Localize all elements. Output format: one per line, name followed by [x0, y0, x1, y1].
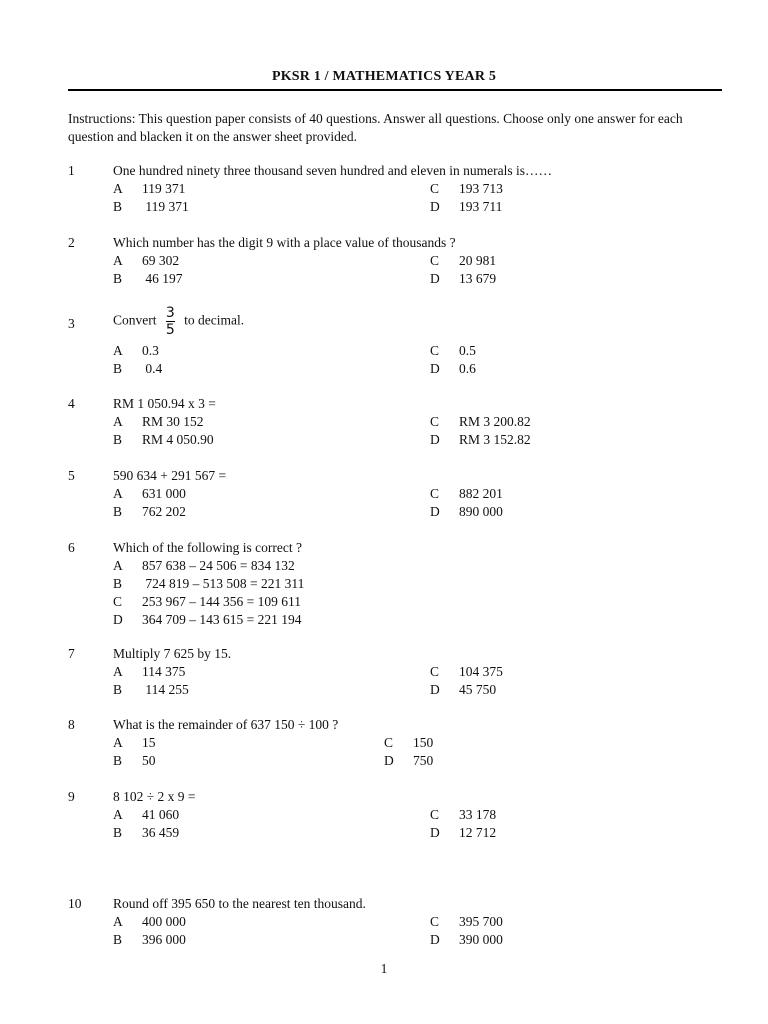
option-b [113, 825, 179, 841]
option-value: 390 000 [459, 932, 503, 947]
option-a [113, 253, 179, 269]
option-letter: A [113, 414, 123, 429]
question-text: Round off 395 650 to the nearest ten thousand. [113, 896, 366, 911]
option-value: 41 060 [142, 807, 180, 822]
header-rule [68, 89, 722, 91]
option-d [430, 199, 502, 215]
option-letter: A [113, 181, 123, 196]
option-a [113, 414, 204, 430]
option-letter: B [113, 199, 123, 214]
fraction [166, 306, 175, 337]
option-c [430, 914, 503, 930]
option-a [113, 486, 186, 502]
option-c [430, 414, 531, 430]
option-value: RM 30 152 [142, 414, 204, 429]
option-c [430, 486, 503, 502]
option-value: 857 638 – 24 506 = 834 132 [142, 558, 295, 573]
option-value: RM 4 050.90 [142, 432, 214, 447]
option-letter: A [113, 558, 123, 573]
question-number: 4 [68, 396, 75, 411]
instructions-text: Instructions: This question paper consists of 40 questions. Answer all questions. Choose only one answer for each question and blacken it on the answer sheet provided. [68, 111, 683, 144]
option-letter: D [384, 753, 394, 768]
option-value: 882 201 [459, 486, 503, 501]
option-b [113, 432, 214, 448]
option-value: 15 [142, 735, 156, 750]
option-c [384, 735, 433, 751]
option-value: 750 [413, 753, 434, 768]
option-letter: A [113, 253, 123, 268]
question-text: What is the remainder of 637 150 ÷ 100 ? [113, 717, 339, 732]
option-b [113, 753, 156, 769]
option-value: 0.5 [459, 343, 476, 358]
option-a [113, 807, 179, 823]
option-letter: C [430, 486, 440, 501]
option-letter: A [113, 486, 123, 501]
option-value: 253 967 – 144 356 = 109 611 [142, 594, 301, 609]
option-value: 114 255 [142, 682, 189, 697]
option-c [113, 594, 301, 610]
option-letter: B [113, 361, 123, 376]
question-number: 7 [68, 646, 75, 661]
question-text [113, 306, 244, 337]
question-text: Which of the following is correct ? [113, 540, 302, 555]
option-letter: D [430, 932, 440, 947]
option-value: 724 819 – 513 508 = 221 311 [142, 576, 305, 591]
question-text: 590 634 + 291 567 = [113, 468, 227, 483]
option-value: 396 000 [142, 932, 186, 947]
question-text: Multiply 7 625 by 15. [113, 646, 232, 661]
fraction-denominator: 5 [165, 322, 175, 338]
option-value: 395 700 [459, 914, 503, 929]
option-b [113, 932, 186, 948]
option-value: 13 679 [459, 271, 497, 286]
option-b [113, 576, 304, 592]
question-number: 9 [68, 789, 75, 804]
option-value: 114 375 [142, 664, 186, 679]
option-d [430, 932, 503, 948]
option-value: 36 459 [142, 825, 180, 840]
option-letter: A [113, 914, 123, 929]
option-letter: C [430, 807, 440, 822]
option-letter: D [430, 825, 440, 840]
question-number: 6 [68, 540, 75, 555]
question-text-after: to decimal. [184, 312, 245, 328]
option-d [430, 432, 531, 448]
option-letter: C [430, 914, 440, 929]
option-value: 364 709 – 143 615 = 221 194 [142, 612, 302, 627]
option-value: RM 3 152.82 [459, 432, 531, 447]
option-value: RM 3 200.82 [459, 414, 531, 429]
option-value: 890 000 [459, 504, 503, 519]
option-letter: C [430, 664, 440, 679]
option-b [113, 271, 183, 287]
option-letter: D [430, 361, 440, 376]
option-letter: B [113, 432, 123, 447]
option-value: 400 000 [142, 914, 186, 929]
option-value: 762 202 [142, 504, 186, 519]
question-text-before: Convert [113, 312, 157, 328]
question-number: 2 [68, 235, 75, 250]
option-value: 0.4 [142, 361, 163, 376]
option-value: 193 713 [459, 181, 503, 196]
option-value: 631 000 [142, 486, 186, 501]
option-d [384, 753, 433, 769]
option-value: 104 375 [459, 664, 503, 679]
option-letter: C [384, 735, 394, 750]
option-value: 46 197 [142, 271, 183, 286]
option-letter: B [113, 825, 123, 840]
page-number: 1 [380, 961, 388, 976]
option-c [430, 253, 496, 269]
option-letter: D [430, 271, 440, 286]
option-letter: A [113, 735, 123, 750]
option-letter: C [430, 253, 440, 268]
option-b [113, 361, 162, 377]
option-value: 50 [142, 753, 156, 768]
option-d [430, 825, 496, 841]
option-b [113, 199, 189, 215]
option-value: 119 371 [142, 199, 189, 214]
option-letter: B [113, 271, 123, 286]
option-a [113, 664, 185, 680]
option-b [113, 682, 189, 698]
option-value: 12 712 [459, 825, 497, 840]
option-letter: D [430, 199, 440, 214]
option-value: 33 178 [459, 807, 497, 822]
question-text: 8 102 ÷ 2 x 9 = [113, 789, 196, 804]
option-letter: C [430, 414, 440, 429]
option-a [113, 735, 156, 751]
question-number: 8 [68, 717, 75, 732]
option-c [430, 664, 503, 680]
option-value: 45 750 [459, 682, 497, 697]
option-d [430, 682, 496, 698]
option-letter: A [113, 807, 123, 822]
option-letter: C [113, 594, 123, 609]
question-text: RM 1 050.94 x 3 = [113, 396, 216, 411]
option-letter: B [113, 932, 123, 947]
page-title: PKSR 1 / MATHEMATICS YEAR 5 [271, 69, 497, 84]
fraction-numerator: 3 [165, 305, 175, 321]
option-a [113, 558, 295, 574]
option-a [113, 914, 186, 930]
option-letter: B [113, 753, 123, 768]
option-letter: B [113, 576, 123, 591]
option-value: 119 371 [142, 181, 186, 196]
option-a [113, 181, 185, 197]
question-number: 1 [68, 163, 75, 178]
question-text: Which number has the digit 9 with a place value of thousands ? [113, 235, 456, 250]
question-text: One hundred ninety three thousand seven hundred and eleven in numerals is…… [113, 163, 553, 178]
option-value: 0.6 [459, 361, 476, 376]
option-letter: D [430, 432, 440, 447]
option-a [113, 343, 159, 359]
option-value: 69 302 [142, 253, 180, 268]
option-letter: D [113, 612, 123, 627]
question-number: 3 [68, 316, 75, 331]
option-letter: A [113, 343, 123, 358]
option-c [430, 343, 476, 359]
option-c [430, 807, 496, 823]
option-letter: D [430, 682, 440, 697]
option-letter: C [430, 343, 440, 358]
option-d [430, 271, 496, 287]
option-value: 150 [413, 735, 434, 750]
question-number: 10 [68, 896, 82, 911]
option-letter: B [113, 504, 123, 519]
option-value: 20 981 [459, 253, 497, 268]
option-b [113, 504, 186, 520]
option-letter: B [113, 682, 123, 697]
option-letter: D [430, 504, 440, 519]
option-c [430, 181, 503, 197]
question-number: 5 [68, 468, 75, 483]
question-3 [68, 306, 728, 376]
option-letter: C [430, 181, 440, 196]
option-letter: A [113, 664, 123, 679]
option-d [430, 361, 476, 377]
option-d [113, 612, 302, 628]
option-value: 193 711 [459, 199, 503, 214]
option-d [430, 504, 503, 520]
option-value: 0.3 [142, 343, 159, 358]
